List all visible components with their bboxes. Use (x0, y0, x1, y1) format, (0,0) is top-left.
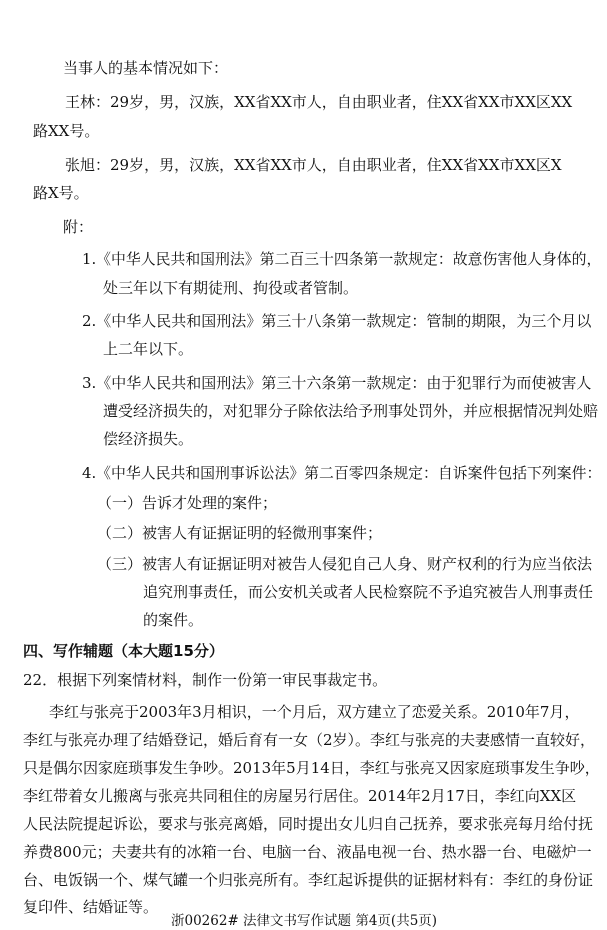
party-wanglin-line-1: 王林：29岁，男，汉族，XX省XX市人，自由职业者，住XX省XX市XX区XX (65, 93, 573, 111)
case-material-line-1: 李红与张亮于2003年3月相识，一个月后，双方建立了恋爱关系。2010年7月， (49, 703, 580, 721)
case-material-line-3: 只是偶尔因家庭琐事发生争吵。2013年5月14日，李红与张亮又因家庭琐事发生争吵， (23, 759, 600, 777)
party-zhangxu-line-1: 张旭：29岁，男，汉族，XX省XX市人，自由职业者，住XX省XX市XX区X (65, 156, 562, 174)
appendix-item-4-sub-3-line-2: 追究刑事责任，而公安机关或者人民检察院不予追究被告人刑事责任 (143, 583, 594, 601)
appendix-item-4-sub-2: （二）被害人有证据证明的轻微刑事案件； (97, 524, 383, 542)
intro-line: 当事人的基本情况如下： (63, 59, 229, 77)
appendix-item-2-line-2: 上二年以下。 (103, 340, 194, 358)
case-material-line-8: 复印件、结婚证等。 (23, 898, 159, 916)
appendix-item-4-sub-3-line-3: 的案件。 (143, 611, 204, 629)
case-material-line-2: 李红与张亮办理了结婚登记，婚后育有一女（2岁）。李红与张亮的夫妻感情一直较好， (23, 731, 596, 749)
case-material-line-7: 台、电饭锅一个、煤气罐一个归张亮所有。李红起诉提供的证据材料有：李红的身份证 (23, 871, 594, 889)
party-wanglin-line-2: 路XX号。 (33, 122, 100, 140)
page-footer: 浙00262# 法律文书写作试题 第4页(共5页) (171, 913, 438, 929)
case-material-line-4: 李红带着女儿搬离与张亮共同租住的房屋另行居住。2014年2月17日，李红向XX区 (23, 787, 577, 805)
appendix-heading: 附： (63, 218, 94, 236)
section-four-heading: 四、写作辅题（本大题15分） (23, 642, 224, 660)
party-zhangxu-line-2: 路X号。 (33, 184, 89, 202)
appendix-item-4-sub-1: （一）告诉才处理的案件； (97, 494, 278, 512)
appendix-item-1-line-1: 1.《中华人民共和国刑法》第二百三十四条第一款规定：故意伤害他人身体的， (82, 250, 602, 268)
appendix-item-3-line-1: 3.《中华人民共和国刑法》第三十六条第一款规定：由于犯罪行为而使被害人 (82, 374, 592, 392)
appendix-item-4-sub-3-line-1: （三）被害人有证据证明对被告人侵犯自己人身、财产权利的行为应当依法 (97, 555, 593, 573)
question-22-prompt: 22．根据下列案情材料，制作一份第一审民事裁定书。 (23, 671, 388, 689)
appendix-item-3-line-3: 偿经济损失。 (103, 430, 194, 448)
appendix-item-3-line-2: 遭受经济损失的，对犯罪分子除依法给予刑事处罚外，并应根据情况判处赔 (103, 402, 599, 420)
appendix-item-4-line-1: 4.《中华人民共和国刑事诉讼法》第二百零四条规定：自诉案件包括下列案件： (82, 464, 602, 482)
case-material-line-5: 人民法院提起诉讼，要求与张亮离婚，同时提出女儿归自己抚养，要求张亮每月给付抚 (23, 815, 594, 833)
appendix-item-2-line-1: 2.《中华人民共和国刑法》第三十八条第一款规定：管制的期限，为三个月以 (82, 312, 592, 330)
case-material-line-6: 养费800元；夫妻共有的冰箱一台、电脑一台、液晶电视一台、热水器一台、电磁炉一 (23, 843, 592, 861)
appendix-item-1-line-2: 处三年以下有期徒刑、拘役或者管制。 (103, 279, 359, 297)
